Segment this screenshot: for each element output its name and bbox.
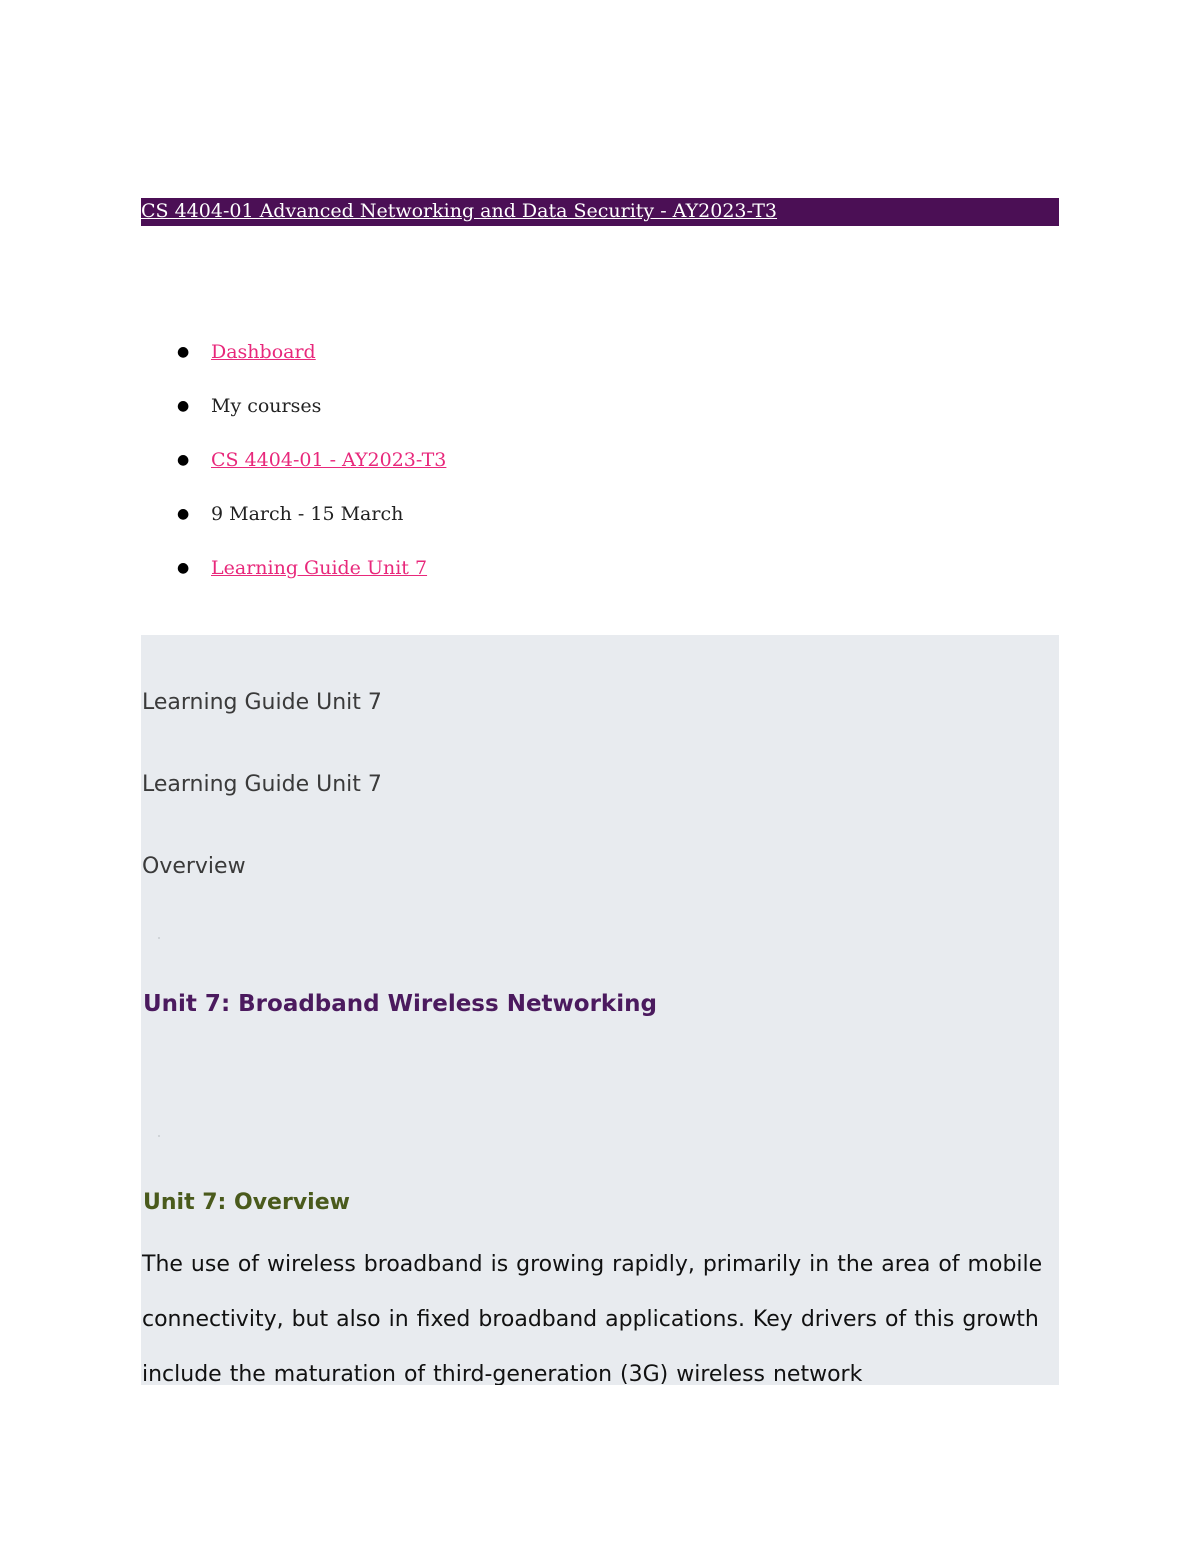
bullet-icon: ●: [177, 560, 190, 576]
section-title: Unit 7: Overview: [143, 1190, 350, 1215]
bullet-icon: ●: [177, 344, 190, 360]
bullet-icon: ●: [177, 506, 190, 522]
overview-paragraph: The use of wireless broadband is growing rapidly, primarily in the area of mobile connectivity, but also in fixed broadband applications. Key drivers of this growth include the maturation of third-generation (3G) wireless network: [142, 1252, 1043, 1385]
unit-title: Unit 7: Broadband Wireless Networking: [143, 991, 657, 1017]
breadcrumb-item-learning-guide: [141, 541, 446, 595]
week-text: 9 March - 15 March: [211, 503, 404, 525]
dashboard-link[interactable]: Dashboard: [211, 341, 316, 363]
my-courses-text: My courses: [211, 395, 322, 417]
page-heading: Learning Guide Unit 7: [142, 690, 382, 715]
course-title-link[interactable]: CS 4404-01 Advanced Networking and Data Security - AY2023-T3: [141, 200, 778, 222]
guide-heading: Learning Guide Unit 7: [142, 772, 382, 797]
breadcrumb-item-my-courses: [141, 379, 446, 433]
course-header-bar: [141, 198, 1059, 226]
breadcrumb: [141, 325, 446, 595]
spacer-mark: [158, 1135, 160, 1137]
learning-guide-link[interactable]: Learning Guide Unit 7: [211, 557, 428, 579]
breadcrumb-item-dashboard: [141, 325, 446, 379]
overview-label: Overview: [142, 854, 246, 879]
course-link[interactable]: CS 4404-01 - AY2023-T3: [211, 449, 447, 471]
breadcrumb-item-week: [141, 487, 446, 541]
content-region: [141, 635, 1059, 1385]
spacer-mark: [158, 937, 160, 939]
bullet-icon: ●: [177, 452, 190, 468]
bullet-icon: ●: [177, 398, 190, 414]
breadcrumb-item-course: [141, 433, 446, 487]
